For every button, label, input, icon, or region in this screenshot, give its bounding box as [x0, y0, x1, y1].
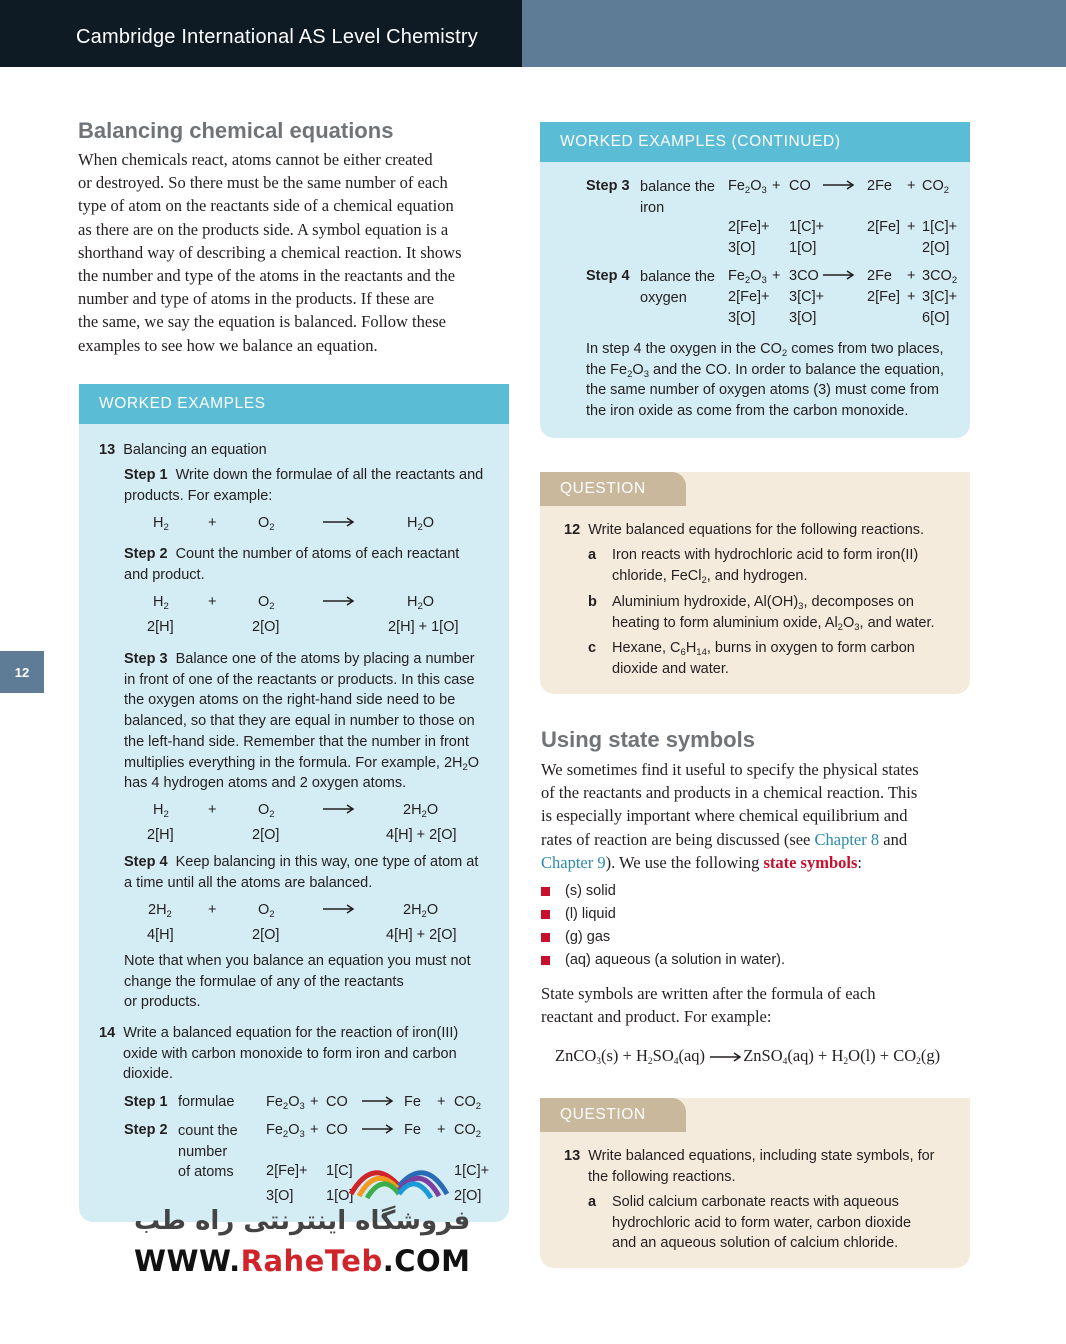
wc-step4-label: Step 4	[586, 268, 630, 284]
page-number: 12	[0, 651, 44, 693]
list-item: (s) solid	[541, 881, 785, 904]
eq1-plus: +	[208, 515, 217, 531]
ex14-step1-word: formulae	[178, 1094, 235, 1110]
eq3-count-h: 2[H]	[147, 827, 174, 843]
eq4-2h2: $2H_2$	[148, 902, 172, 920]
step-2: Step 2 Count the number of atoms of each reactant and product.	[124, 546, 460, 583]
example-13-title: 13 Balancing an equation	[99, 442, 267, 458]
wc-s4-plus: +	[772, 268, 781, 284]
wc-s3-co: CO	[789, 178, 811, 194]
wc-paragraph: In step 4 the oxygen in the $CO_2$ comes from two places, the $Fe_2O_3$ and the CO. In order to balance the equation, the same number of oxygen atoms (3) must come from the iron oxide as come from the carbon monoxide.	[586, 341, 945, 420]
question-13-text: 13 Write balanced equations, including state symbols, for the following reactions.	[564, 1148, 935, 1185]
wc-step4-words: balance the oxygen	[640, 269, 715, 306]
step-3: Step 3 Balance one of the atoms by placing a number in front of one of the reactants or products. In this case the oxygen atoms on the right-hand side need to be balanced, so that they are equal in number to those on the left-hand side. Remember that the number in front multiplies everything in the formula. For example, $2H_2O$ has 4 hydrogen atoms and 2 oxygen atoms.	[124, 651, 480, 792]
wc-s4-count-3: 2[Fe]	[867, 289, 901, 305]
wc-s3-count-4: 1[C]+	[922, 219, 958, 235]
arrow-icon	[823, 270, 855, 280]
step-1: Step 1 Write down the formulae of all the reactants and products. For example:	[124, 467, 484, 504]
wc-s4-fe2o3: $Fe_2O_3$	[728, 268, 767, 286]
watermark-persian-text: فروشگاه اینترنتی راه طب	[134, 1206, 471, 1236]
arrow-icon	[362, 1096, 394, 1106]
wc-step3-label: Step 3	[586, 178, 630, 194]
wc-s3-count-6: 1[O]	[789, 240, 817, 256]
wc-s4-count-1: 2[Fe]+	[728, 289, 770, 305]
state-symbols-after: State symbols are written after the formula of each reactant and product. For example:	[541, 984, 876, 1027]
arrow-icon	[323, 596, 355, 606]
watermark-book-logo	[343, 1146, 455, 1204]
ex14-s2-plus: +	[310, 1122, 319, 1138]
wc-s3-plus2: +	[907, 178, 916, 194]
wc-s3-count-5: 3[O]	[728, 240, 756, 256]
eq4-count-products: 4[H] + 2[O]	[386, 927, 457, 943]
wc-s3-2fe: 2Fe	[867, 178, 892, 194]
example-14: 14 Write a balanced equation for the reaction of iron(III) oxide with carbon monoxide to form iron and carbon dioxide.	[99, 1025, 459, 1083]
header-accent	[522, 0, 1066, 67]
eq3-o2: $O_2$	[258, 802, 275, 820]
eq1-h2o: $H_2O$	[407, 515, 435, 533]
question-13-tab: QUESTION	[540, 1098, 686, 1132]
ex14-s2-plus2: +	[437, 1122, 446, 1138]
watermark-url: WWW.RaheTeb.COM	[134, 1244, 471, 1278]
eq4-count-o: 2[O]	[252, 927, 280, 943]
arrow-icon	[323, 804, 355, 814]
list-item: (l) liquid	[541, 904, 785, 927]
wc-s4-2fe: 2Fe	[867, 268, 892, 284]
eq4-plus: +	[208, 902, 217, 918]
eq3-h2: $H_2$	[153, 802, 169, 820]
wc-s4-plus3: +	[907, 289, 916, 305]
ex14-count-o: 3[O]	[266, 1188, 294, 1204]
q12-a-label: a	[588, 547, 597, 563]
eq3-2h2o: $2H_2O$	[403, 802, 439, 820]
ex14-step2-words: count the number of atoms	[178, 1123, 238, 1181]
eq2-count-products: 2[H] + 1[O]	[388, 619, 459, 635]
wc-s4-count-5: 3[O]	[728, 310, 756, 326]
eq3-count-o: 2[O]	[252, 827, 280, 843]
q13-a-label: a	[588, 1194, 597, 1210]
eq4-count-h: 4[H]	[147, 927, 174, 943]
ex14-s1-plus2: +	[437, 1094, 446, 1110]
q12-b-label: b	[588, 594, 597, 610]
arrow-icon	[823, 180, 855, 190]
q13-a-text: Solid calcium carbonate reacts with aqueous hydrochloric acid to form water, carbon dioxide and an aqueous solution of calcium chloride.	[612, 1194, 912, 1252]
question-12-tab: QUESTION	[540, 472, 686, 506]
worked-examples-continued-bar: WORKED EXAMPLES (CONTINUED)	[540, 122, 970, 162]
wc-s4-3co: 3CO	[789, 268, 819, 284]
arrow-icon	[710, 1052, 742, 1062]
worked-examples-bar: WORKED EXAMPLES	[79, 384, 509, 424]
eq3-plus: +	[208, 802, 217, 818]
ex14-s1-fe2o3: $Fe_2O_3$	[266, 1094, 305, 1112]
wc-s4-3co2: $3CO_2$	[922, 268, 958, 286]
ex14-s2-fe2o3: $Fe_2O_3$	[266, 1122, 305, 1140]
wc-s4-count-2: 3[C]+	[789, 289, 825, 305]
ex14-s2-co2: $CO_2$	[454, 1122, 482, 1140]
list-item: (g) gas	[541, 927, 785, 950]
wc-s3-fe2o3: $Fe_2O_3$	[728, 178, 767, 196]
q12-c-label: c	[588, 640, 597, 656]
section-heading-state-symbols: Using state symbols	[541, 727, 755, 752]
ex14-count-o-prod: 2[O]	[454, 1188, 482, 1204]
q12-b-text: Aluminium hydroxide, $Al(OH)_3$, decomposes on heating to form aluminium oxide, $Al_2O_3$, and water.	[612, 594, 935, 633]
wc-step3-words: balance the iron	[640, 179, 715, 216]
wc-s4-plus2: +	[907, 268, 916, 284]
eq4-o2: $O_2$	[258, 902, 275, 920]
wc-s4-count-7: 6[O]	[922, 310, 950, 326]
balancing-paragraph: When chemicals react, atoms cannot be either created or destroyed. So there must be the same number of each type of atom on the reactants side of a chemical equation as there are on the products side. A symbol equation is a shorthand way of describing a chemical reaction. It shows the number and type of the atoms in the reactants and the number and type of atoms in the products. If these are the same, we say the equation is balanced. Follow these examples to see how we balance an equation.	[78, 150, 462, 355]
book-title: Cambridge International AS Level Chemistry	[76, 26, 478, 48]
step-4: Step 4 Keep balancing in this way, one type of atom at a time until all the atoms are balanced.	[124, 854, 479, 891]
wc-s4-count-4: 3[C]+	[922, 289, 958, 305]
ex14-s1-fe: Fe	[404, 1094, 421, 1110]
wc-s3-plus: +	[772, 178, 781, 194]
eq2-count-h: 2[H]	[147, 619, 174, 635]
eq2-o2: $O_2$	[258, 594, 275, 612]
eq3-count-products: 4[H] + 2[O]	[386, 827, 457, 843]
section-heading-balancing: Balancing chemical equations	[78, 118, 394, 143]
chapter-8-link[interactable]: Chapter 8	[814, 829, 880, 849]
ex14-count-o-co: 1[O]	[326, 1188, 354, 1204]
eq2-plus: +	[208, 594, 217, 610]
ex14-s1-co: CO	[326, 1094, 348, 1110]
ex14-count-c-prod: 1[C]+	[454, 1163, 490, 1179]
eq1-h2: $H_2$	[153, 515, 169, 533]
ex14-s2-fe: Fe	[404, 1122, 421, 1138]
ex14-step1-label: Step 1	[124, 1094, 168, 1110]
ex14-count-fe: 2[Fe]+	[266, 1163, 308, 1179]
wc-s3-count-3: 2[Fe]	[867, 219, 901, 235]
state-symbols-list	[541, 881, 785, 973]
state-symbols-equation: ZnCO$_3$(s) + $H_2SO_4(aq)$ ZnSO$_4$(aq) + $H_2O(l) + CO_2(g)$	[555, 1046, 941, 1067]
state-symbols-paragraph: We sometimes find it useful to specify the physical states of the reactants and products in a chemical reaction. This is especially important where chemical equilibrium and rates of reaction are being discussed (see Chapter 8 and Chapter 9). We use the following state symbols:	[541, 760, 919, 872]
wc-s4-count-6: 3[O]	[789, 310, 817, 326]
wc-s3-plus3: +	[907, 219, 916, 235]
ex14-s1-co2: $CO_2$	[454, 1094, 482, 1112]
ex14-s1-plus: +	[310, 1094, 319, 1110]
ex14-count-c: 1[C]	[326, 1163, 353, 1179]
chapter-9-link[interactable]: Chapter 9	[541, 852, 606, 872]
question-12-text: 12 Write balanced equations for the following reactions.	[564, 522, 925, 538]
wc-s3-count-1: 2[Fe]+	[728, 219, 770, 235]
ex14-step2-label: Step 2	[124, 1122, 168, 1138]
eq2-h2o: $H_2O$	[407, 594, 435, 612]
note-paragraph: Note that when you balance an equation you must not change the formulae of any of the reactants or products.	[124, 953, 471, 1011]
arrow-icon	[323, 904, 355, 914]
ex14-s2-co: CO	[326, 1122, 348, 1138]
eq1-o2: $O_2$	[258, 515, 275, 533]
eq2-h2: $H_2$	[153, 594, 169, 612]
arrow-icon	[323, 517, 355, 527]
q12-a-text: Iron reacts with hydrochloric acid to form iron(II) chloride, FeCl$_2$, and hydrogen.	[612, 547, 919, 586]
eq4-2h2o: $2H_2O$	[403, 902, 439, 920]
arrow-icon	[362, 1124, 394, 1134]
wc-s3-co2: $CO_2$	[922, 178, 950, 196]
list-item: (aq) aqueous (a solution in water).	[541, 950, 785, 973]
wc-s3-count-7: 2[O]	[922, 240, 950, 256]
wc-s3-count-2: 1[C]+	[789, 219, 825, 235]
q12-c-text: Hexane, $C_6H_{14}$, burns in oxygen to form carbon dioxide and water.	[612, 640, 915, 677]
eq2-count-o: 2[O]	[252, 619, 280, 635]
